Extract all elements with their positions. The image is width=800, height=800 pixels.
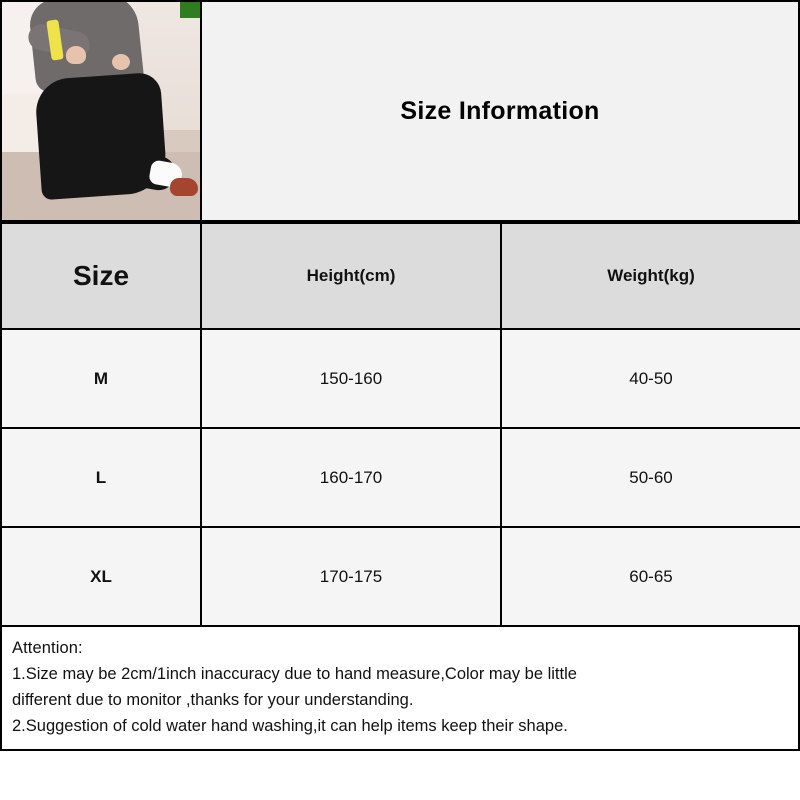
table-row xyxy=(1,329,800,428)
cell-height-l: 160-170 xyxy=(201,428,501,527)
column-header-size: Size xyxy=(1,223,201,329)
column-header-height: Height(cm) xyxy=(201,223,501,329)
size-table xyxy=(0,222,800,627)
product-photo xyxy=(2,2,200,220)
photo-green-marker xyxy=(180,2,202,18)
cell-size-xl: XL xyxy=(1,527,201,626)
product-photo-cell xyxy=(2,2,202,220)
attention-block xyxy=(0,627,800,751)
photo-model-hand-right xyxy=(112,54,130,70)
cell-height-xl: 170-175 xyxy=(201,527,501,626)
table-row xyxy=(1,428,800,527)
table-header-row xyxy=(1,223,800,329)
attention-line-1b: different due to monitor ,thanks for your understanding. xyxy=(12,691,414,709)
cell-weight-m: 40-50 xyxy=(501,329,800,428)
table-row xyxy=(1,527,800,626)
photo-model-hand-left xyxy=(66,46,86,64)
cell-size-l: L xyxy=(1,428,201,527)
column-header-weight: Weight(kg) xyxy=(501,223,800,329)
attention-heading: Attention: xyxy=(12,639,83,657)
cell-weight-l: 50-60 xyxy=(501,428,800,527)
attention-line-2: 2.Suggestion of cold water hand washing,it can help items keep their shape. xyxy=(12,717,568,735)
cell-size-m: M xyxy=(1,329,201,428)
header-band xyxy=(0,0,800,222)
attention-line-1a: 1.Size may be 2cm/1inch inaccuracy due to hand measure,Color may be little xyxy=(12,665,577,683)
title-cell xyxy=(202,2,798,220)
cell-weight-xl: 60-65 xyxy=(501,527,800,626)
page-title: Size Information xyxy=(400,96,600,125)
cell-height-m: 150-160 xyxy=(201,329,501,428)
photo-model-shoe xyxy=(170,178,198,196)
